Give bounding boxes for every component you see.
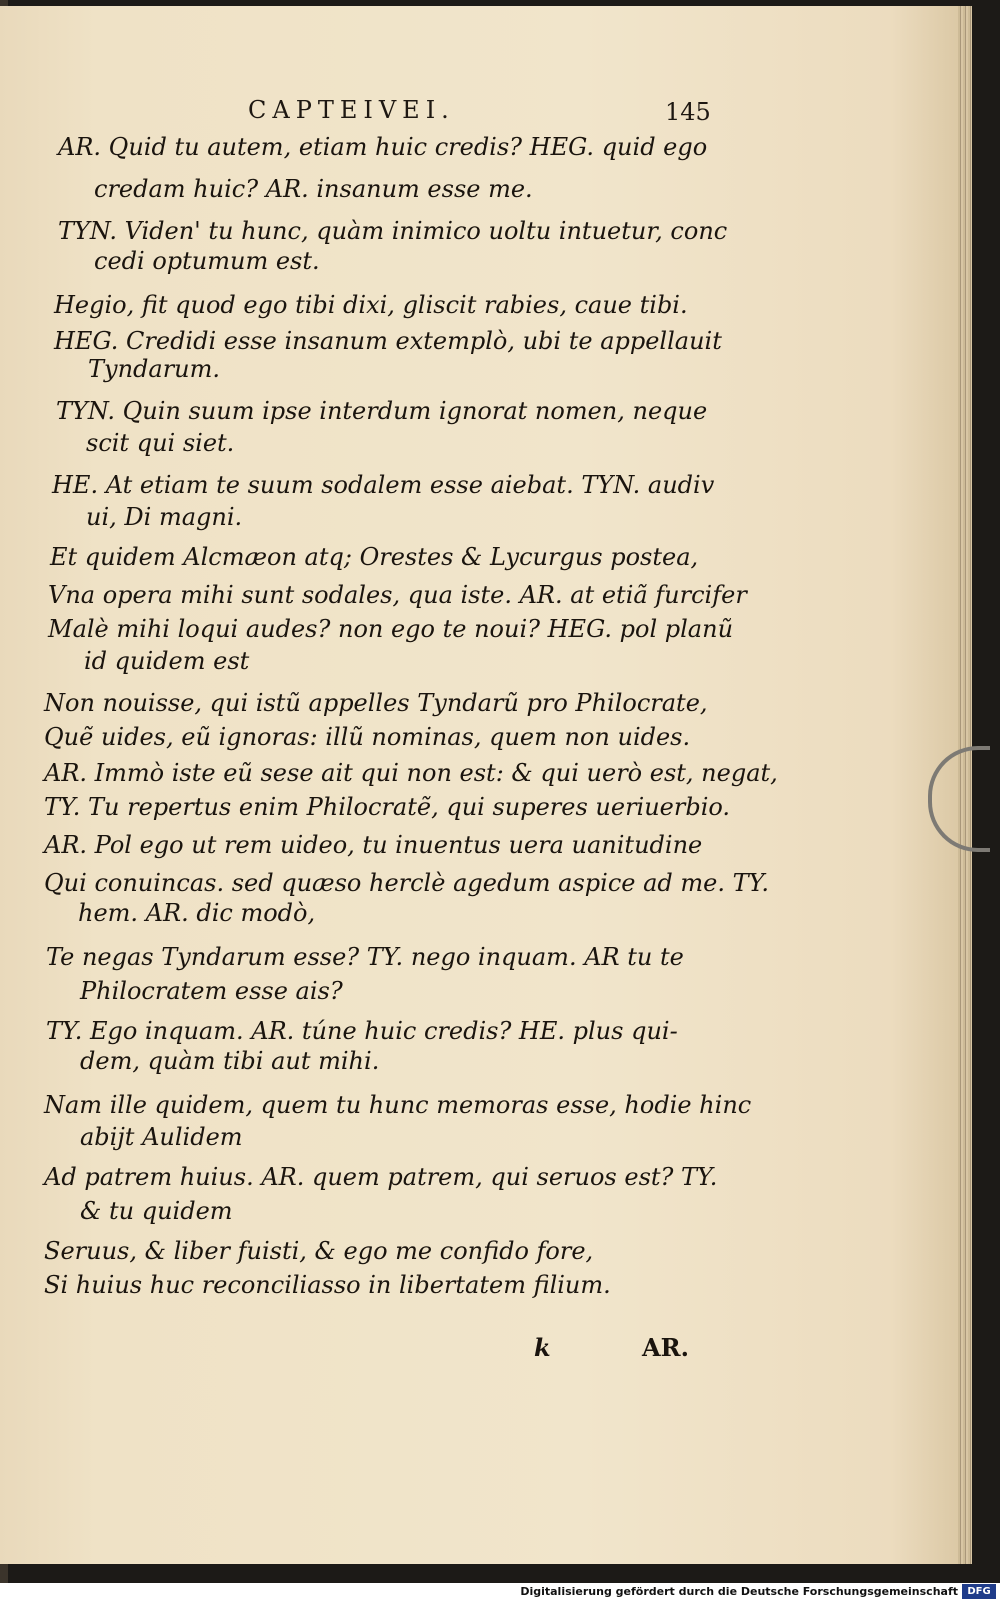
text-line: & tu quidem — [80, 1197, 233, 1225]
text-line: TYN. Quin suum ipse interdum ignorat nomen, neque — [56, 397, 708, 425]
text-line: cedi optumum est. — [94, 247, 320, 275]
text-line: Malè mihi loqui audes? non ego te noui? HEG. pol planũ — [48, 615, 734, 643]
text-line: TYN. Viden' tu hunc, quàm inimico uoltu intuetur, conc — [58, 217, 728, 245]
text-line: scit qui siet. — [86, 429, 235, 457]
digitization-footer — [0, 1583, 1000, 1603]
running-title: CAPTEIVEI. — [248, 96, 455, 124]
text-line: Vna opera mihi sunt sodales, qua iste. AR. at etiã furcifer — [48, 581, 747, 609]
text-line: Seruus, & liber fuisti, & ego me confido fore, — [44, 1237, 594, 1265]
text-line: Ad patrem huius. AR. quem patrem, qui seruos est? TY. — [44, 1163, 718, 1191]
page-number: 145 — [665, 98, 711, 126]
text-line: Non nouisse, qui istũ appelles Tyndarũ pro Philocrate, — [44, 689, 708, 717]
text-line: AR. Pol ego ut rem uideo, tu inuentus uera uanitudine — [44, 831, 703, 859]
text-line: Nam ille quidem, quem tu hunc memoras esse, hodie hinc — [44, 1091, 752, 1119]
text-line: Quẽ uides, eũ ignoras: illũ nominas, quem non uides. — [44, 723, 691, 751]
text-line: Hegio, fit quod ego tibi dixi, gliscit rabies, caue tibi. — [54, 291, 688, 319]
dfg-logo: DFG — [962, 1584, 996, 1599]
footer-credit: Digitalisierung gefördert durch die Deutsche Forschungsgemeinschaft — [520, 1585, 958, 1598]
text-line: TY. Ego inquam. AR. túne huic credis? HE. plus qui- — [46, 1017, 678, 1045]
text-line: hem. AR. dic modò, — [78, 899, 316, 927]
text-line: AR. Quid tu autem, etiam huic credis? HEG. quid ego — [58, 133, 708, 161]
text-line: AR. Immò iste eũ sese ait qui non est: & qui uerò est, negat, — [44, 759, 778, 787]
text-line: Qui conuincas. sed quæso herclè agedum aspice ad me. TY. — [44, 869, 769, 897]
text-line: Tyndarum. — [88, 355, 221, 383]
signature-mark: k — [534, 1333, 551, 1362]
text-line: abijt Aulidem — [80, 1123, 243, 1151]
text-line: Et quidem Alcmæon atq; Orestes & Lycurgus postea, — [50, 543, 699, 571]
text-line: TY. Tu repertus enim Philocratẽ, qui superes ueriuerbio. — [44, 793, 731, 821]
text-line: id quidem est — [84, 647, 250, 675]
text-line: dem, quàm tibi aut mihi. — [80, 1047, 380, 1075]
text-line: credam huic? AR. insanum esse me. — [94, 175, 533, 203]
text-line: Philocratem esse ais? — [80, 977, 343, 1005]
text-line: ui, Di magni. — [86, 503, 243, 531]
text-line: HEG. Credidi esse insanum extemplò, ubi te appellauit — [54, 327, 722, 355]
running-head — [0, 96, 968, 136]
text-line: HE. At etiam te suum sodalem esse aiebat. TYN. audiv — [52, 471, 715, 499]
text-line: Te negas Tyndarum esse? TY. nego inquam. AR tu te — [46, 943, 684, 971]
catchword: AR. — [642, 1333, 689, 1362]
text-line: Si huius huc reconciliasso in libertatem filium. — [44, 1271, 611, 1299]
